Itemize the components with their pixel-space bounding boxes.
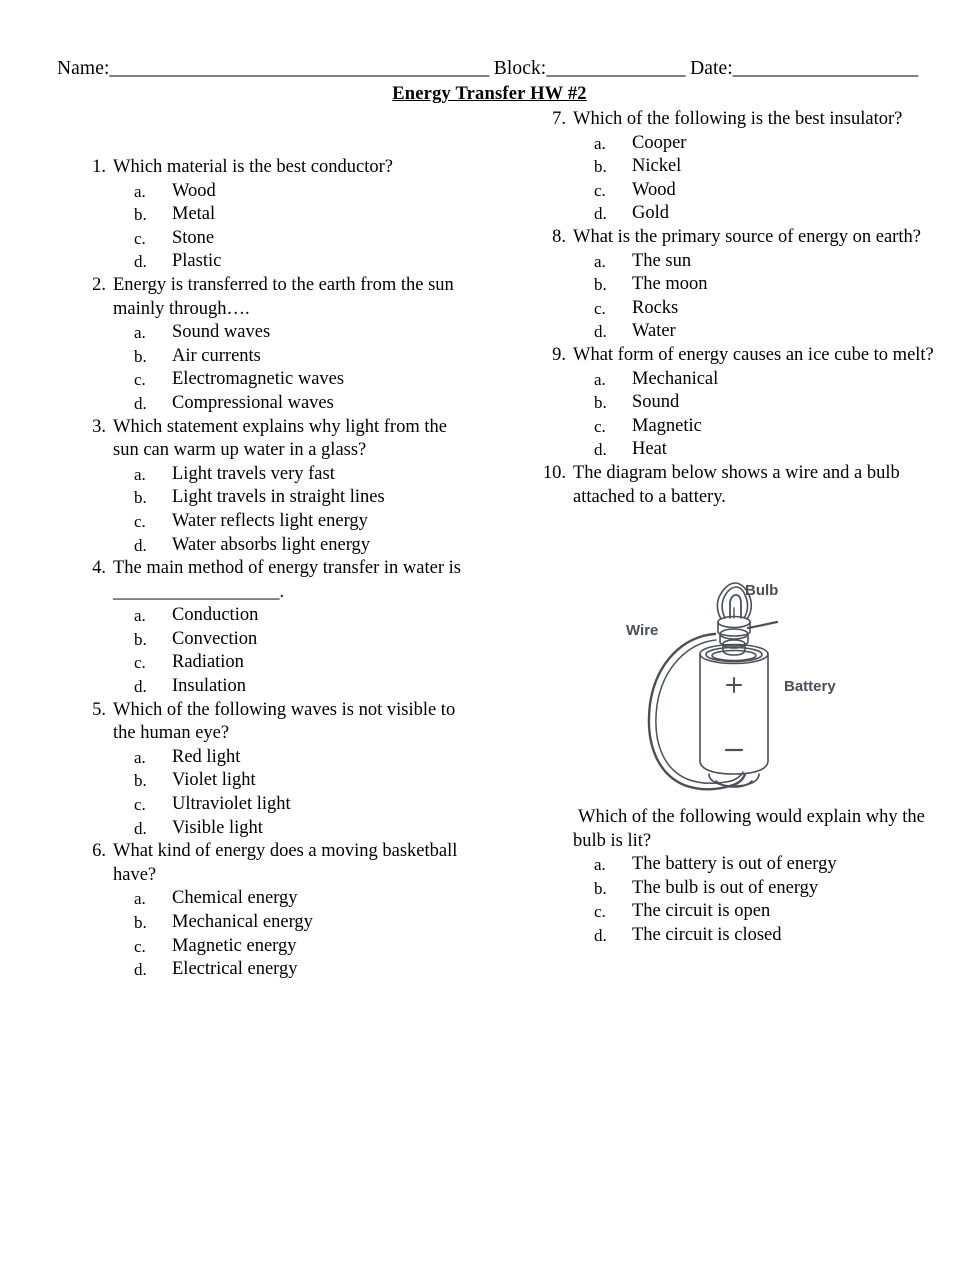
option-item[interactable] [76,368,476,392]
question-text: Which material is the best conductor? [113,157,393,177]
option-letter: d. [594,440,607,460]
question-text: Which of the following waves is not visible to the human eye? [113,699,456,744]
option-letter: d. [134,535,147,555]
option-item[interactable] [536,132,936,156]
option-letter: c. [594,180,606,200]
option-item[interactable] [76,746,476,770]
option-text: Sound [632,392,680,413]
option-text: Visible light [172,817,263,838]
option-text: Wood [172,180,216,201]
option-text: Compressional waves [172,392,334,413]
option-item[interactable] [76,463,476,487]
question-item [536,462,936,509]
option-text: Water [632,321,676,342]
option-list [76,321,476,415]
option-letter: b. [134,488,147,508]
option-list [536,250,936,344]
questions-column-left [76,156,476,982]
question-item [76,416,476,558]
option-letter: d. [134,960,147,980]
question-item [536,108,936,226]
option-letter: c. [134,228,146,248]
question-text: Which of the following is the best insulator? [573,109,903,129]
option-text: Chemical energy [172,888,298,909]
option-letter: a. [134,889,146,909]
option-item[interactable] [536,924,936,948]
question-number: 9. [552,344,566,365]
option-item[interactable] [76,628,476,652]
option-letter: d. [134,677,147,697]
option-item[interactable] [536,250,936,274]
option-item[interactable] [536,179,936,203]
option-text: The circuit is closed [632,924,782,945]
option-text: The moon [632,274,708,295]
option-list [536,853,936,947]
question-item [536,226,936,344]
option-letter: b. [594,878,607,898]
option-item[interactable] [76,817,476,841]
option-item[interactable] [76,203,476,227]
option-text: Light travels very fast [172,463,335,484]
option-text: Mechanical energy [172,912,313,932]
bulb-label: Bulb [745,582,779,599]
option-text: Air currents [172,345,261,366]
option-letter: a. [134,747,146,767]
option-text: Mechanical [632,368,719,389]
question-text: What form of energy causes an ice cube to melt? [573,344,934,365]
option-item[interactable] [76,793,476,817]
question-number: 6. [92,841,106,862]
option-text: Ultraviolet light [172,794,291,815]
option-text: Electromagnetic waves [172,369,345,390]
option-letter: a. [134,181,146,201]
option-letter: b. [134,771,147,791]
option-list [76,604,476,698]
option-text: Magnetic [632,415,702,436]
page-title: Energy Transfer HW #2 [392,84,587,104]
question-text: What kind of energy does a moving basketball have? [113,841,458,885]
option-letter: d. [594,204,607,224]
option-item[interactable] [76,651,476,675]
question-item [76,274,476,416]
question-number: 10. [542,462,566,483]
option-item[interactable] [76,392,476,416]
option-letter: c. [134,653,146,673]
question-item [76,557,476,699]
option-text: Violet light [172,770,256,791]
question-text: What is the primary source of energy on earth? [573,226,921,247]
option-item[interactable] [536,853,936,877]
option-text: Metal [172,204,216,225]
sub-question-row [536,806,936,853]
option-text: Cooper [632,132,687,153]
option-text: Light travels in straight lines [172,487,385,508]
date-label: Date: [690,58,733,79]
option-item[interactable] [76,486,476,510]
wire-label: Wire [626,622,659,639]
question-number: 7. [552,109,566,129]
option-letter: c. [594,298,606,318]
option-text: Nickel [632,156,682,177]
option-letter: b. [594,275,607,295]
option-letter: d. [594,322,607,342]
option-letter: b. [134,629,147,649]
question-item [76,699,476,841]
question-number: 8. [552,226,566,247]
option-text: Wood [632,179,676,200]
option-item[interactable] [536,438,936,462]
option-item[interactable] [76,958,476,982]
option-item[interactable] [76,534,476,558]
option-list [536,368,936,462]
option-item[interactable] [76,250,476,274]
sub-question-block [536,806,936,948]
option-text: Insulation [172,676,246,697]
option-item[interactable] [536,297,936,321]
option-letter: a. [594,369,606,389]
question-number: 1. [92,157,106,177]
battery-label: Battery [784,678,836,695]
option-item[interactable] [76,911,476,935]
option-text: Magnetic energy [172,935,297,956]
option-letter: c. [134,370,146,390]
option-text: Convection [172,628,258,649]
question-text: The diagram below shows a wire and a bulb attached to a battery. [573,462,900,507]
question-text: Energy is transferred to the earth from the sun mainly through…. [113,274,454,319]
question-item [76,840,476,982]
questions-column-right [536,108,936,509]
option-list [76,887,476,981]
option-text: Red light [172,746,241,767]
name-blank-line: _________________________________________ [109,58,489,79]
option-item[interactable] [76,321,476,345]
option-letter: b. [134,913,147,932]
option-list [76,180,476,274]
option-item[interactable] [536,320,936,344]
option-text: Gold [632,203,669,224]
option-letter: c. [134,511,146,531]
option-item[interactable] [76,510,476,534]
option-text: Water absorbs light energy [172,534,371,555]
block-blank-line: _______________ [546,58,686,79]
option-text: The sun [632,250,692,271]
circuit-diagram-figure [612,578,872,808]
option-text: Stone [172,227,215,248]
option-letter: a. [134,606,146,626]
option-item[interactable] [76,887,476,911]
option-letter: d. [594,925,607,945]
option-letter: b. [594,157,607,177]
question-text: The main method of energy transfer in water is __________________. [113,558,461,602]
option-list [536,132,936,226]
option-letter: c. [134,795,146,815]
option-text: Rocks [632,297,679,318]
option-text: Water reflects light energy [172,510,368,531]
question-number: 3. [92,416,106,437]
option-item[interactable] [76,935,476,959]
question-number: 4. [92,558,106,579]
question-text: Which statement explains why light from the sun can warm up water in a glass? [113,416,447,461]
option-item[interactable] [536,273,936,297]
option-letter: c. [594,902,606,922]
option-item[interactable] [536,368,936,392]
question-number: 5. [92,699,106,720]
date-blank-line: ____________________ [732,58,918,79]
option-item[interactable] [76,180,476,204]
sub-question-text: Which of the following would explain why the bulb is lit? [573,807,925,851]
option-text: Conduction [172,605,259,626]
option-item[interactable] [76,345,476,369]
header-fields [57,57,922,80]
option-letter: a. [594,251,606,271]
option-letter: b. [134,205,147,225]
option-text: Plastic [172,251,222,272]
option-list [76,463,476,557]
option-text: The circuit is open [632,901,771,922]
option-text: The battery is out of energy [632,854,837,875]
question-item [536,344,936,462]
option-letter: d. [134,393,147,413]
option-item[interactable] [76,604,476,628]
block-label: Block: [493,58,547,79]
option-item[interactable] [536,877,936,901]
option-item[interactable] [76,675,476,699]
question-item [76,156,476,274]
option-item[interactable] [536,900,936,924]
option-letter: b. [594,393,607,413]
question-number: 2. [92,274,106,295]
option-letter: b. [134,346,147,366]
option-item[interactable] [536,202,936,226]
option-letter: d. [134,818,147,838]
option-text: Radiation [172,652,244,673]
option-letter: d. [134,252,147,272]
option-letter: a. [594,855,606,875]
option-item[interactable] [536,391,936,415]
option-letter: a. [134,464,146,484]
option-letter: c. [134,936,146,956]
option-text: Sound waves [172,322,271,343]
option-item[interactable] [536,155,936,179]
option-item[interactable] [536,415,936,439]
option-text: The bulb is out of energy [632,877,819,898]
option-item[interactable] [76,769,476,793]
option-text: Heat [632,439,667,460]
option-letter: a. [594,133,606,153]
name-label: Name: [57,58,110,79]
option-text: Electrical energy [172,959,298,980]
option-list [76,746,476,840]
option-letter: a. [134,323,146,343]
option-item[interactable] [76,227,476,251]
option-letter: c. [594,416,606,436]
